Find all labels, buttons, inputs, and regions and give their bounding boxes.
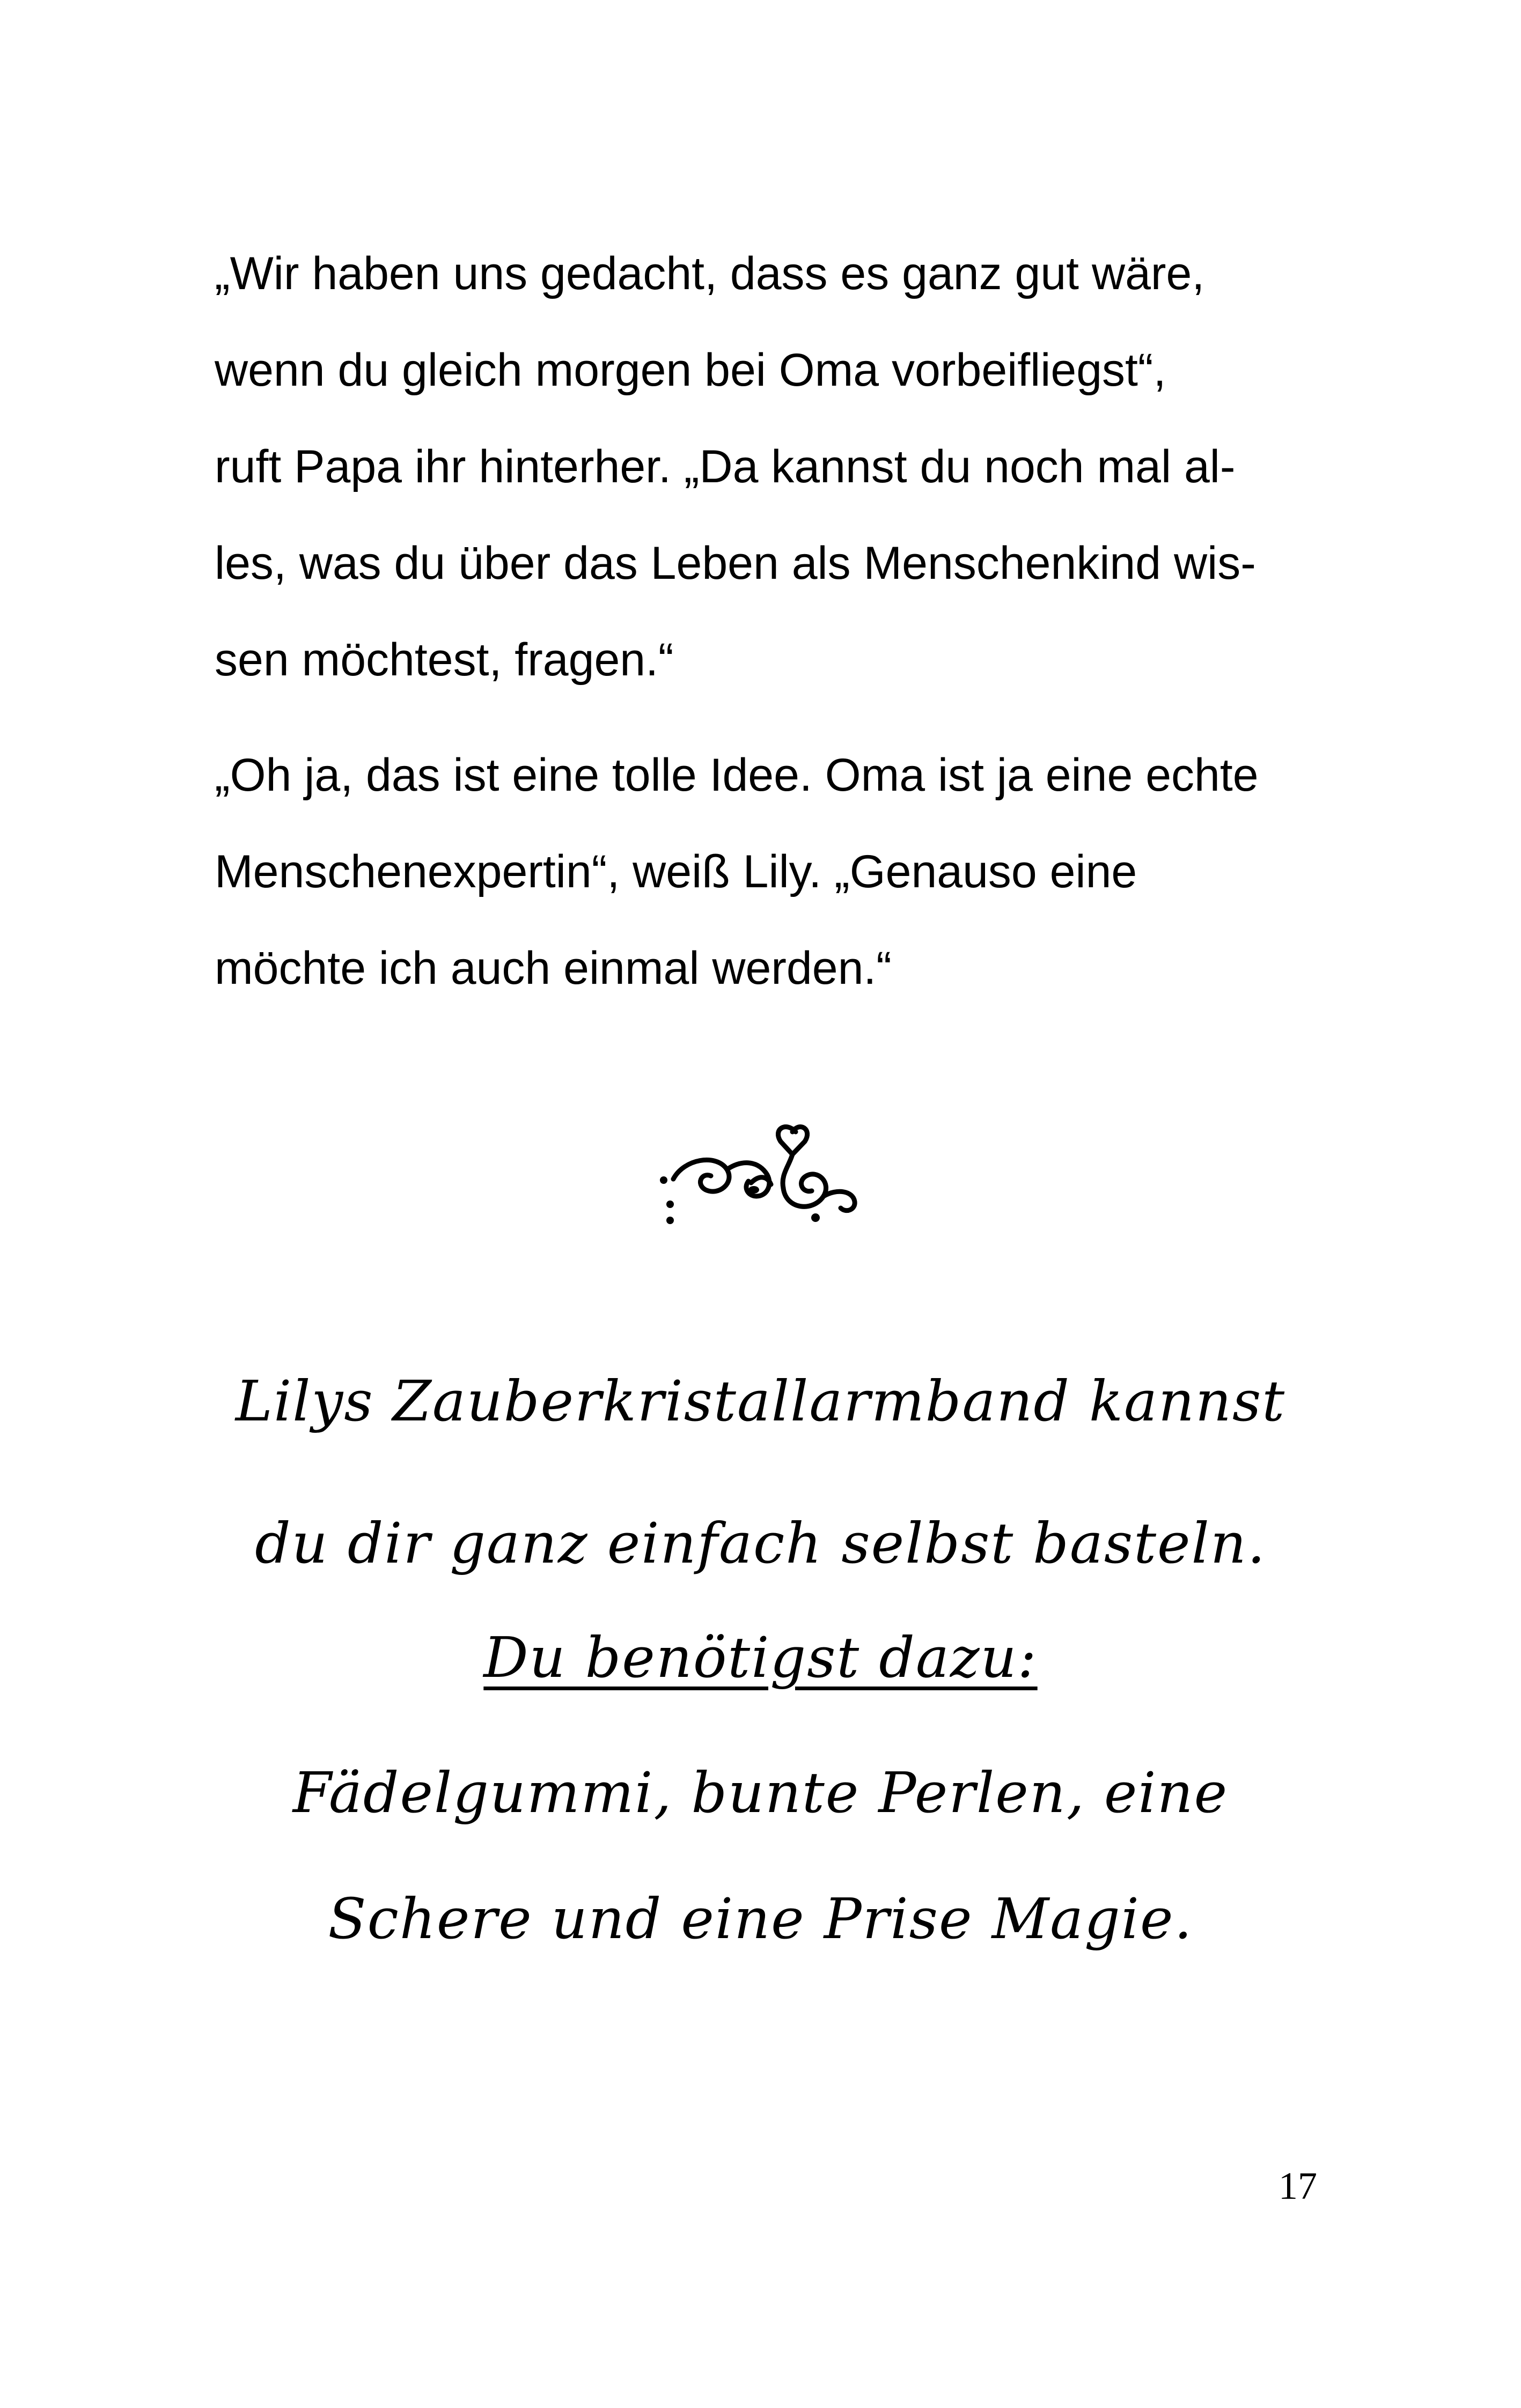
- story-paragraph-1: [215, 225, 1331, 708]
- craft-intro-line: Lilys Zauberkristallarmband kannst: [235, 1368, 1286, 1434]
- materials-line: Schere und eine Prise Magie.: [328, 1886, 1193, 1952]
- swirl-heart-ornament-icon: [652, 1116, 877, 1239]
- story-paragraph-2: [215, 727, 1331, 1017]
- text-line: Menschenexpertin“, weiß Lily. „Genauso eine: [215, 846, 1137, 897]
- materials-list: [161, 1730, 1360, 1982]
- text-line: ruft Papa ihr hinterher. „Da kannst du noch mal al-: [215, 441, 1236, 492]
- text-line: sen möchtest, fragen.“: [215, 634, 674, 686]
- materials-heading: [161, 1604, 1360, 1711]
- craft-intro: [161, 1330, 1360, 1615]
- page-number: 17: [1278, 2164, 1317, 2207]
- text-line: les, was du über das Leben als Menschenkind wis-: [215, 537, 1256, 589]
- text-line: „Oh ja, das ist eine tolle Idee. Oma ist ja eine echte: [215, 749, 1259, 801]
- text-line: möchte ich auch einmal werden.“: [215, 942, 892, 994]
- materials-heading-text: Du benötigst dazu:: [483, 1625, 1038, 1690]
- text-line: wenn du gleich morgen bei Oma vorbeifliegst“,: [215, 344, 1166, 396]
- text-line: „Wir haben uns gedacht, dass es ganz gut wäre,: [215, 248, 1205, 299]
- materials-line: Fädelgummi, bunte Perlen, eine: [292, 1760, 1229, 1825]
- craft-intro-line: du dir ganz einfach selbst basteln.: [255, 1511, 1266, 1576]
